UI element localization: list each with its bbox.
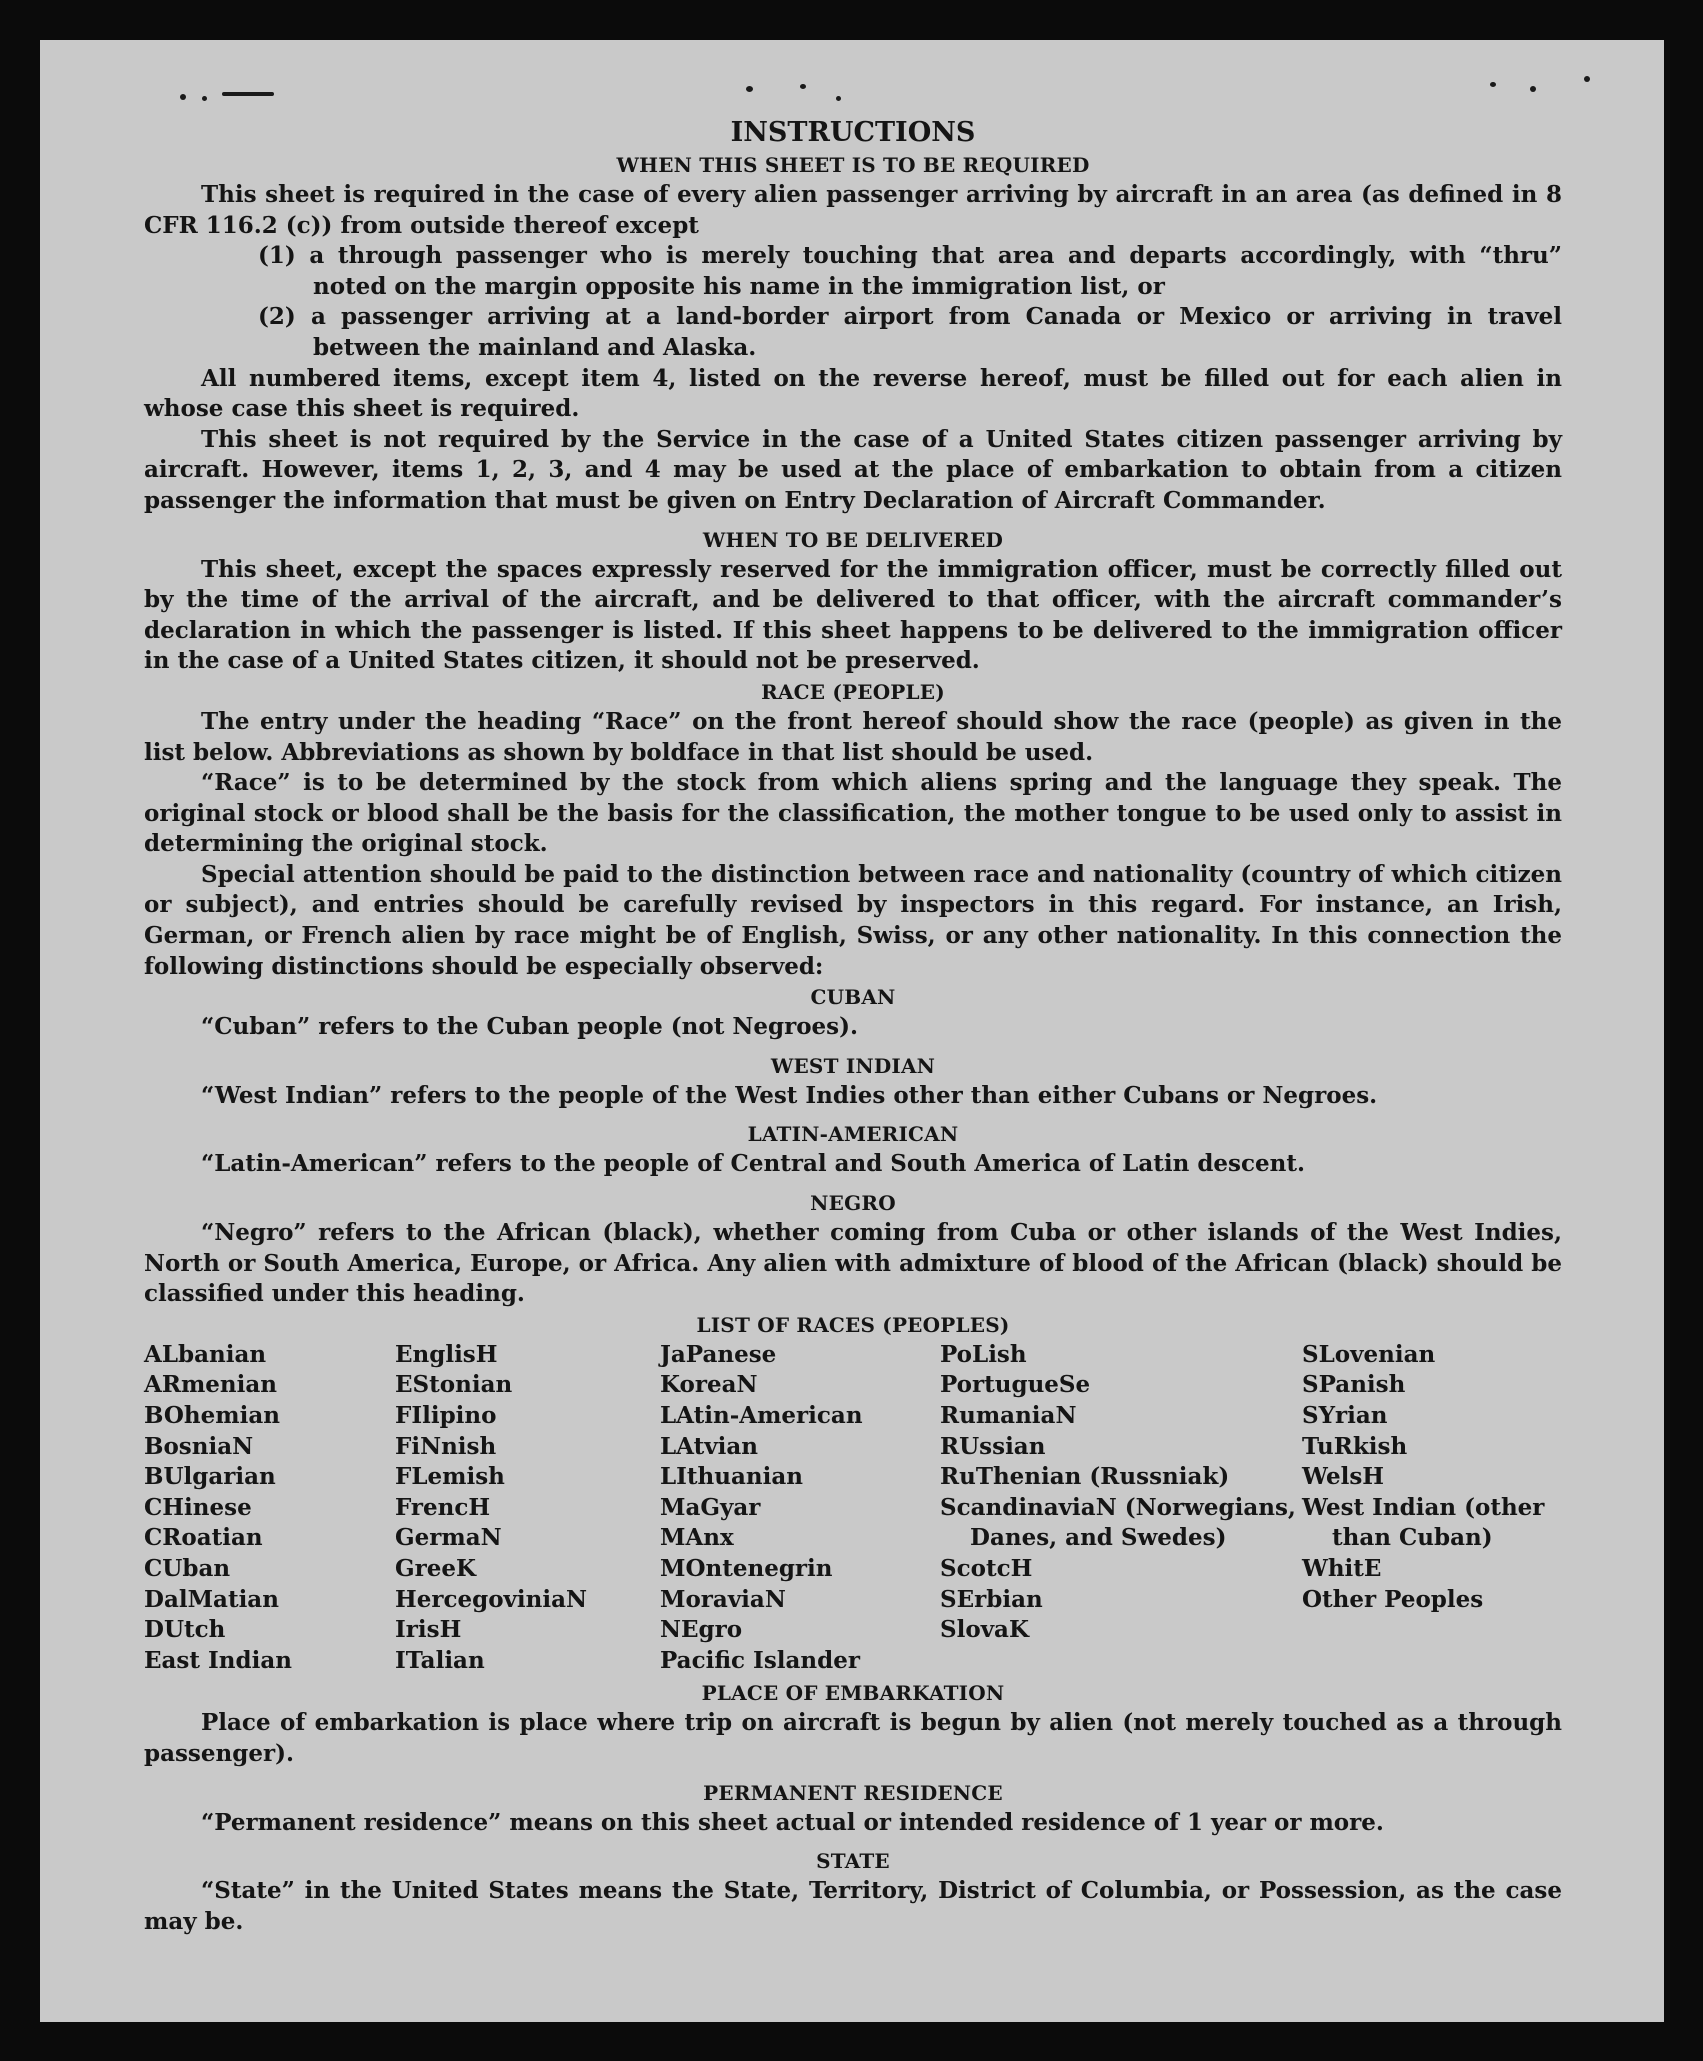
- race-list-item: SErbian: [940, 1585, 1043, 1613]
- section-heading-residence: PERMANENT RESIDENCE: [703, 1780, 1003, 1805]
- scan-mark: [180, 94, 186, 100]
- section-heading-embarkation: PLACE OF EMBARKATION: [701, 1681, 1005, 1706]
- section-heading-required: WHEN THIS SHEET IS TO BE REQUIRED: [616, 153, 1090, 177]
- paragraph-delivery: This sheet, except the spaces expressly reserved for the immigration officer, must be correctly filled out by the time of the arrival of the aircraft, and be delivered to that officer, with the aircraft commander’s declaration in which the passenger is listed. If this sheet happens to be delivered to the immigration officer in the case of a United States citizen, it should not be preserved.: [144, 555, 1562, 675]
- race-list-item: EnglisH: [395, 1340, 498, 1368]
- race-list-item: TuRkish: [1302, 1432, 1408, 1460]
- race-list-item: IrisH: [395, 1616, 462, 1644]
- paragraph-race-determination: “Race” is to be determined by the stock from which aliens spring and the language they speak. The original stock or blood shall be the basis for the classification, the mother tongue to be used only to assist in determining the original stock.: [144, 769, 1562, 858]
- paragraph-required-intro: This sheet is required in the case of every alien passenger arriving by aircraft in an area (as defined in 8 CFR 116.2 (c)) from outside thereof except: [144, 181, 1562, 239]
- race-list-item: CRoatian: [144, 1524, 263, 1552]
- scan-mark: [1490, 82, 1496, 87]
- race-list-item: WelsH: [1302, 1463, 1385, 1491]
- scan-mark: [800, 84, 806, 89]
- race-list-item: FrencH: [395, 1493, 491, 1521]
- race-list-item: MoraviaN: [660, 1585, 786, 1613]
- paragraph-west-indian: “West Indian” refers to the people of the West Indies other than either Cubans or Negroes.: [201, 1081, 1378, 1109]
- section-heading-race-list: LIST OF RACES (PEOPLES): [696, 1312, 1010, 1337]
- section-heading-race: RACE (PEOPLE): [761, 679, 945, 704]
- race-list-item: CHinese: [144, 1493, 252, 1521]
- race-list-item: Pacific Islander: [660, 1646, 860, 1674]
- paragraph-cuban: “Cuban” refers to the Cuban people (not Negroes).: [201, 1013, 859, 1041]
- race-list-item: LAtvian: [660, 1432, 758, 1460]
- section-heading-negro: NEGRO: [810, 1191, 896, 1216]
- section-heading-state: STATE: [816, 1849, 890, 1874]
- section-heading-delivered: WHEN TO BE DELIVERED: [702, 527, 1004, 552]
- scan-mark: [836, 96, 841, 101]
- race-list-item: Other Peoples: [1302, 1585, 1484, 1613]
- race-list-column-2: [395, 1340, 660, 1677]
- race-list-item: BosniaN: [144, 1432, 254, 1460]
- race-list-item: LAtin-American: [660, 1402, 863, 1429]
- race-list-item: EStonian: [395, 1371, 513, 1399]
- race-list-item: ITalian: [395, 1646, 485, 1674]
- race-list-item: WhitE: [1302, 1554, 1382, 1582]
- section-heading-west-indian: WEST INDIAN: [770, 1053, 936, 1078]
- race-list-item: West Indian (other than Cuban): [1302, 1493, 1545, 1552]
- race-list-item: BUlgarian: [144, 1463, 276, 1491]
- document-page: [40, 40, 1664, 2022]
- scan-mark: [202, 96, 207, 101]
- race-list-item: GermaN: [395, 1524, 502, 1552]
- instructions-body: [144, 116, 1562, 1937]
- section-heading-latin-american: LATIN-AMERICAN: [747, 1122, 959, 1147]
- race-list-item: ALbanian: [144, 1340, 267, 1368]
- race-list-item: NEgro: [660, 1616, 743, 1644]
- paragraph-race-nationality: Special attention should be paid to the distinction between race and nationality (country of which citizen or subject), and entries should be carefully revised by inspectors in this regard. For instance, an Irish, German, or French alien by race might be of English, Swiss, or any other nationality. In this connection the following distinctions should be especially observed:: [144, 860, 1562, 980]
- race-list-item: SlovaK: [940, 1616, 1029, 1644]
- race-list-item: GreeK: [395, 1554, 477, 1582]
- race-list-item: MaGyar: [660, 1493, 761, 1521]
- scan-mark: [746, 86, 753, 92]
- scan-mark: [1584, 76, 1590, 82]
- race-list-item: East Indian: [144, 1646, 292, 1674]
- paragraph-latin-american: “Latin-American” refers to the people of Central and South America of Latin descent.: [201, 1150, 1305, 1178]
- paragraph-citizen-passenger: This sheet is not required by the Service in the case of a United States citizen passenger arriving by aircraft. However, items 1, 2, 3, and 4 may be used at the place of embarkation to obtain from a citizen passenger the information that must be given on Entry Declaration of Aircraft Commander.: [144, 425, 1562, 514]
- paragraph-state: “State” in the United States means the State, Territory, District of Columbia, or Possession, as the case may be.: [144, 1877, 1562, 1935]
- race-list-column-5: [1302, 1340, 1562, 1677]
- paragraph-negro: “Negro” refers to the African (black), whether coming from Cuba or other islands of the West Indies, North or South America, Europe, or Africa. Any alien with admixture of blood of the African (black) should be classified under this heading.: [144, 1219, 1562, 1308]
- race-list-item: RuThenian (Russniak): [940, 1463, 1230, 1491]
- race-list-item: FLemish: [395, 1463, 505, 1491]
- section-heading-cuban: CUBAN: [810, 985, 896, 1010]
- race-list-item: ScandinaviaN (Norwegians, Danes, and Swedes): [940, 1493, 1296, 1552]
- race-list-column-3: [660, 1340, 940, 1677]
- paragraph-race-entry: The entry under the heading “Race” on the front hereof should show the race (people) as given in the list below. Abbreviations as shown by boldface in that list should be used.: [144, 707, 1562, 766]
- race-list-item: SYrian: [1302, 1402, 1388, 1429]
- scan-mark: [222, 92, 274, 96]
- race-list-item: FiNnish: [395, 1432, 497, 1460]
- race-list-item: DUtch: [144, 1616, 226, 1644]
- paragraph-embarkation: Place of embarkation is place where trip on aircraft is begun by alien (not merely touched as a through passenger).: [144, 1709, 1562, 1767]
- exception-item-2: (2) a passenger arriving at a land-border airport from Canada or Mexico or arriving in travel between the mainland and Alaska.: [258, 303, 1562, 361]
- race-list-item: MOntenegrin: [660, 1554, 833, 1582]
- race-list-item: SPanish: [1302, 1371, 1406, 1399]
- race-list-item: HercegoviniaN: [395, 1585, 588, 1613]
- race-list-item: SLovenian: [1302, 1340, 1436, 1368]
- exception-item-1: (1) a through passenger who is merely touching that area and departs accordingly, with “thru” noted on the margin opposite his name in the immigration list, or: [258, 242, 1562, 300]
- race-list-item: ARmenian: [144, 1371, 278, 1399]
- paragraph-residence: “Permanent residence” means on this sheet actual or intended residence of 1 year or more.: [201, 1808, 1384, 1836]
- race-list-item: DalMatian: [144, 1585, 279, 1613]
- race-list-item: LIthuanian: [660, 1463, 803, 1491]
- race-list-item: CUban: [144, 1554, 231, 1582]
- race-list-item: PortugueSe: [940, 1371, 1091, 1399]
- scan-mark: [1530, 86, 1536, 92]
- race-list-item: MAnx: [660, 1524, 734, 1552]
- race-list-item: KoreaN: [660, 1371, 758, 1399]
- paragraph-numbered-items: All numbered items, except item 4, listed on the reverse hereof, must be filled out for each alien in whose case this sheet is required.: [144, 364, 1562, 423]
- race-list-item: RumaniaN: [940, 1402, 1077, 1429]
- race-list-item: RUssian: [940, 1432, 1046, 1460]
- race-list-item: ScotcH: [940, 1554, 1033, 1582]
- race-list-column-1: [144, 1340, 395, 1677]
- race-list-column-4: [940, 1340, 1302, 1677]
- race-list-item: BOhemian: [144, 1402, 280, 1429]
- race-list-table: [144, 1340, 1562, 1677]
- page-title: INSTRUCTIONS: [730, 117, 976, 148]
- race-list-item: FIlipino: [395, 1402, 497, 1429]
- race-list-item: PoLish: [940, 1340, 1027, 1368]
- race-list-item: JaPanese: [660, 1340, 777, 1368]
